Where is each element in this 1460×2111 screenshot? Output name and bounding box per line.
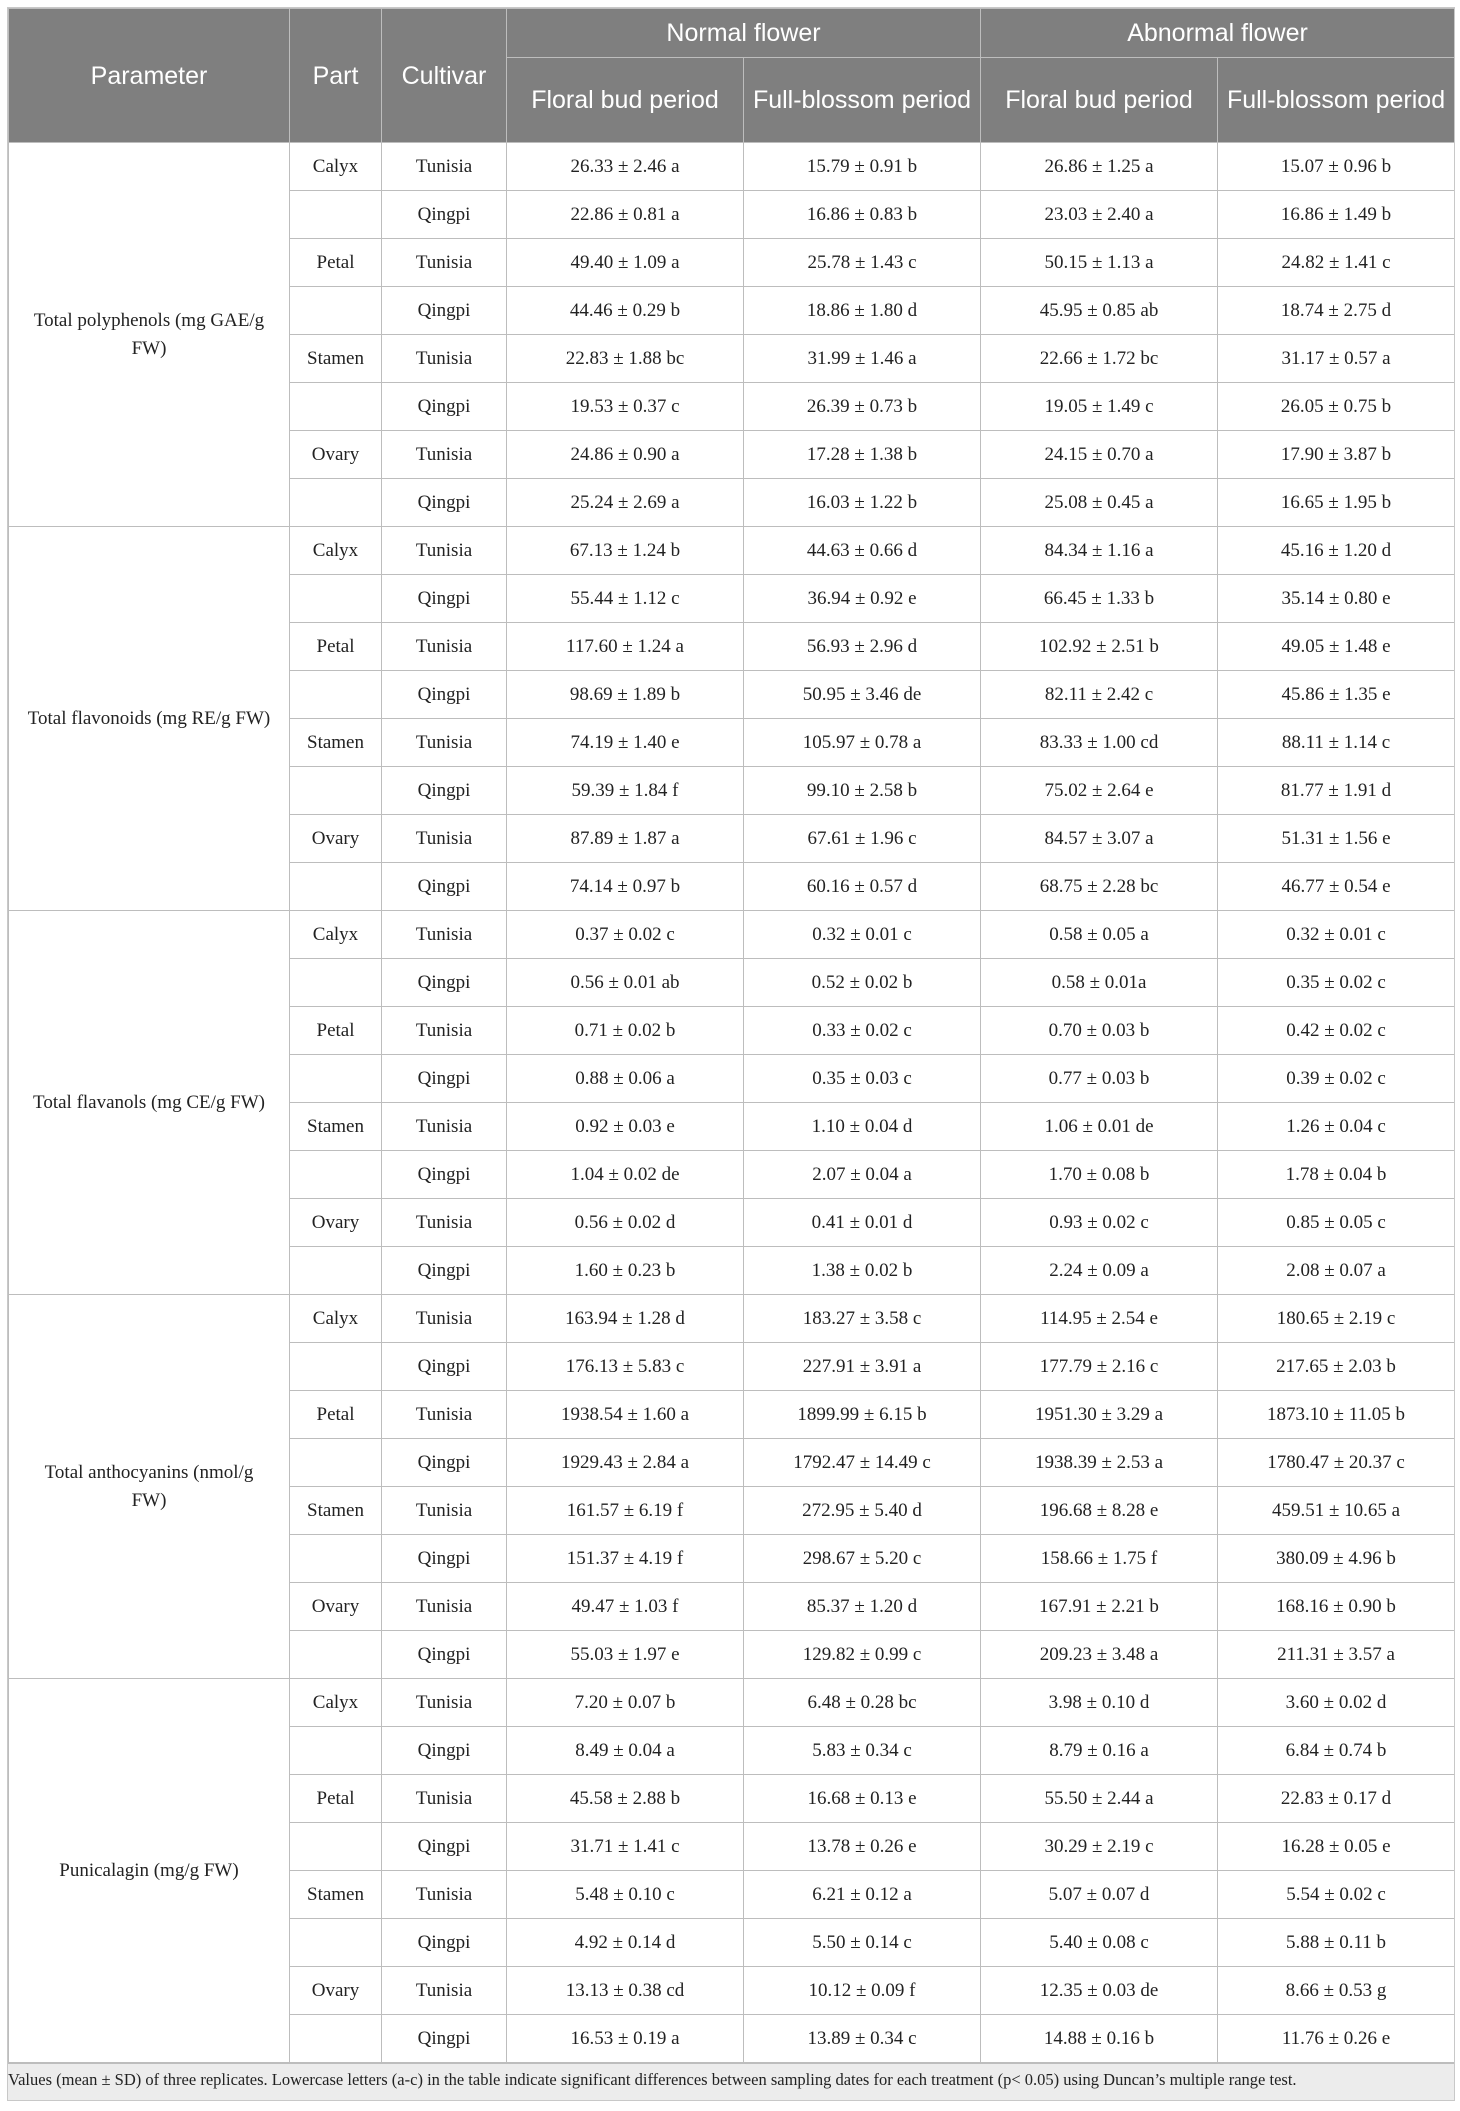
cultivar-cell: Tunisia [382,1679,507,1727]
parameter-cell: Total flavonoids (mg RE/g FW) [9,527,290,911]
value-cell: 82.11 ± 2.42 c [981,671,1218,719]
part-cell: Petal [290,1775,382,1823]
value-cell: 19.53 ± 0.37 c [507,383,744,431]
value-cell: 1929.43 ± 2.84 a [507,1439,744,1487]
header-part: Part [290,9,382,143]
cultivar-cell: Qingpi [382,1439,507,1487]
value-cell: 81.77 ± 1.91 d [1218,767,1455,815]
value-cell: 8.79 ± 0.16 a [981,1727,1218,1775]
value-cell: 1792.47 ± 14.49 c [744,1439,981,1487]
part-cell [290,287,382,335]
value-cell: 55.03 ± 1.97 e [507,1631,744,1679]
value-cell: 0.85 ± 0.05 c [1218,1199,1455,1247]
part-cell [290,1919,382,1967]
value-cell: 45.16 ± 1.20 d [1218,527,1455,575]
part-cell [290,671,382,719]
cultivar-cell: Tunisia [382,1775,507,1823]
value-cell: 0.32 ± 0.01 c [1218,911,1455,959]
value-cell: 36.94 ± 0.92 e [744,575,981,623]
value-cell: 45.86 ± 1.35 e [1218,671,1455,719]
part-cell [290,1343,382,1391]
value-cell: 8.49 ± 0.04 a [507,1727,744,1775]
value-cell: 0.70 ± 0.03 b [981,1007,1218,1055]
value-cell: 129.82 ± 0.99 c [744,1631,981,1679]
cultivar-cell: Qingpi [382,1823,507,1871]
value-cell: 1.78 ± 0.04 b [1218,1151,1455,1199]
part-cell: Petal [290,623,382,671]
value-cell: 45.95 ± 0.85 ab [981,287,1218,335]
value-cell: 99.10 ± 2.58 b [744,767,981,815]
value-cell: 16.65 ± 1.95 b [1218,479,1455,527]
value-cell: 161.57 ± 6.19 f [507,1487,744,1535]
cultivar-cell: Tunisia [382,1295,507,1343]
value-cell: 22.86 ± 0.81 a [507,191,744,239]
value-cell: 5.48 ± 0.10 c [507,1871,744,1919]
cultivar-cell: Qingpi [382,287,507,335]
cultivar-cell: Tunisia [382,239,507,287]
data-table [8,8,1455,2063]
value-cell: 83.33 ± 1.00 cd [981,719,1218,767]
value-cell: 1938.39 ± 2.53 a [981,1439,1218,1487]
value-cell: 0.35 ± 0.03 c [744,1055,981,1103]
value-cell: 163.94 ± 1.28 d [507,1295,744,1343]
value-cell: 0.58 ± 0.05 a [981,911,1218,959]
cultivar-cell: Tunisia [382,1583,507,1631]
value-cell: 0.56 ± 0.02 d [507,1199,744,1247]
value-cell: 180.65 ± 2.19 c [1218,1295,1455,1343]
value-cell: 0.71 ± 0.02 b [507,1007,744,1055]
cultivar-cell: Tunisia [382,623,507,671]
part-cell: Petal [290,1007,382,1055]
value-cell: 67.61 ± 1.96 c [744,815,981,863]
cultivar-cell: Qingpi [382,479,507,527]
value-cell: 168.16 ± 0.90 b [1218,1583,1455,1631]
value-cell: 44.63 ± 0.66 d [744,527,981,575]
table-row [9,527,1455,575]
part-cell [290,1823,382,1871]
value-cell: 22.83 ± 0.17 d [1218,1775,1455,1823]
value-cell: 4.92 ± 0.14 d [507,1919,744,1967]
value-cell: 117.60 ± 1.24 a [507,623,744,671]
cultivar-cell: Qingpi [382,1343,507,1391]
value-cell: 17.28 ± 1.38 b [744,431,981,479]
part-cell [290,863,382,911]
value-cell: 1.26 ± 0.04 c [1218,1103,1455,1151]
header-abnormal-floral-bud: Floral bud period [981,58,1218,143]
header-parameter: Parameter [9,9,290,143]
value-cell: 6.84 ± 0.74 b [1218,1727,1455,1775]
parameter-cell: Total polyphenols (mg GAE/g FW) [9,143,290,527]
cultivar-cell: Tunisia [382,719,507,767]
table-row [9,143,1455,191]
value-cell: 1938.54 ± 1.60 a [507,1391,744,1439]
part-cell: Stamen [290,719,382,767]
cultivar-cell: Qingpi [382,1919,507,1967]
part-cell [290,191,382,239]
value-cell: 3.98 ± 0.10 d [981,1679,1218,1727]
value-cell: 13.13 ± 0.38 cd [507,1967,744,2015]
value-cell: 66.45 ± 1.33 b [981,575,1218,623]
part-cell: Stamen [290,1487,382,1535]
cultivar-cell: Qingpi [382,191,507,239]
value-cell: 6.21 ± 0.12 a [744,1871,981,1919]
part-cell: Calyx [290,911,382,959]
value-cell: 84.57 ± 3.07 a [981,815,1218,863]
value-cell: 1.06 ± 0.01 de [981,1103,1218,1151]
value-cell: 0.35 ± 0.02 c [1218,959,1455,1007]
value-cell: 25.08 ± 0.45 a [981,479,1218,527]
cultivar-cell: Qingpi [382,767,507,815]
value-cell: 158.66 ± 1.75 f [981,1535,1218,1583]
value-cell: 15.79 ± 0.91 b [744,143,981,191]
value-cell: 5.50 ± 0.14 c [744,1919,981,1967]
value-cell: 2.24 ± 0.09 a [981,1247,1218,1295]
value-cell: 0.93 ± 0.02 c [981,1199,1218,1247]
value-cell: 183.27 ± 3.58 c [744,1295,981,1343]
value-cell: 24.86 ± 0.90 a [507,431,744,479]
value-cell: 0.42 ± 0.02 c [1218,1007,1455,1055]
cultivar-cell: Tunisia [382,527,507,575]
value-cell: 209.23 ± 3.48 a [981,1631,1218,1679]
value-cell: 10.12 ± 0.09 f [744,1967,981,2015]
part-cell: Ovary [290,1199,382,1247]
value-cell: 26.05 ± 0.75 b [1218,383,1455,431]
value-cell: 5.83 ± 0.34 c [744,1727,981,1775]
value-cell: 1899.99 ± 6.15 b [744,1391,981,1439]
value-cell: 5.88 ± 0.11 b [1218,1919,1455,1967]
part-cell: Ovary [290,815,382,863]
value-cell: 0.77 ± 0.03 b [981,1055,1218,1103]
part-cell: Ovary [290,431,382,479]
value-cell: 5.07 ± 0.07 d [981,1871,1218,1919]
value-cell: 24.15 ± 0.70 a [981,431,1218,479]
value-cell: 46.77 ± 0.54 e [1218,863,1455,911]
part-cell: Petal [290,1391,382,1439]
value-cell: 22.83 ± 1.88 bc [507,335,744,383]
value-cell: 5.40 ± 0.08 c [981,1919,1218,1967]
table-header [9,9,1455,143]
value-cell: 1.70 ± 0.08 b [981,1151,1218,1199]
value-cell: 151.37 ± 4.19 f [507,1535,744,1583]
value-cell: 16.86 ± 1.49 b [1218,191,1455,239]
value-cell: 114.95 ± 2.54 e [981,1295,1218,1343]
cultivar-cell: Qingpi [382,1055,507,1103]
value-cell: 18.86 ± 1.80 d [744,287,981,335]
value-cell: 1780.47 ± 20.37 c [1218,1439,1455,1487]
part-cell [290,479,382,527]
value-cell: 74.14 ± 0.97 b [507,863,744,911]
part-cell [290,959,382,1007]
part-cell [290,575,382,623]
value-cell: 7.20 ± 0.07 b [507,1679,744,1727]
value-cell: 0.32 ± 0.01 c [744,911,981,959]
part-cell [290,767,382,815]
value-cell: 0.58 ± 0.01a [981,959,1218,1007]
value-cell: 459.51 ± 10.65 a [1218,1487,1455,1535]
value-cell: 31.17 ± 0.57 a [1218,335,1455,383]
value-cell: 14.88 ± 0.16 b [981,2015,1218,2063]
cultivar-cell: Qingpi [382,959,507,1007]
value-cell: 19.05 ± 1.49 c [981,383,1218,431]
value-cell: 272.95 ± 5.40 d [744,1487,981,1535]
value-cell: 51.31 ± 1.56 e [1218,815,1455,863]
table-row [9,1295,1455,1343]
value-cell: 196.68 ± 8.28 e [981,1487,1218,1535]
value-cell: 31.71 ± 1.41 c [507,1823,744,1871]
value-cell: 2.07 ± 0.04 a [744,1151,981,1199]
value-cell: 0.33 ± 0.02 c [744,1007,981,1055]
value-cell: 56.93 ± 2.96 d [744,623,981,671]
cultivar-cell: Tunisia [382,1103,507,1151]
cultivar-cell: Qingpi [382,1151,507,1199]
table-body [9,143,1455,2063]
value-cell: 0.41 ± 0.01 d [744,1199,981,1247]
value-cell: 26.86 ± 1.25 a [981,143,1218,191]
value-cell: 11.76 ± 0.26 e [1218,2015,1455,2063]
part-cell [290,383,382,431]
value-cell: 45.58 ± 2.88 b [507,1775,744,1823]
header-normal-floral-bud: Floral bud period [507,58,744,143]
cultivar-cell: Tunisia [382,1871,507,1919]
value-cell: 44.46 ± 0.29 b [507,287,744,335]
cultivar-cell: Qingpi [382,1247,507,1295]
header-normal-full-blossom: Full-blossom period [744,58,981,143]
part-cell: Calyx [290,1295,382,1343]
value-cell: 98.69 ± 1.89 b [507,671,744,719]
value-cell: 0.92 ± 0.03 e [507,1103,744,1151]
part-cell: Stamen [290,1871,382,1919]
part-cell [290,1247,382,1295]
value-cell: 13.78 ± 0.26 e [744,1823,981,1871]
cultivar-cell: Qingpi [382,863,507,911]
part-cell [290,1631,382,1679]
part-cell: Ovary [290,1583,382,1631]
value-cell: 1.10 ± 0.04 d [744,1103,981,1151]
value-cell: 59.39 ± 1.84 f [507,767,744,815]
cultivar-cell: Tunisia [382,1391,507,1439]
cultivar-cell: Tunisia [382,1487,507,1535]
value-cell: 0.52 ± 0.02 b [744,959,981,1007]
value-cell: 55.44 ± 1.12 c [507,575,744,623]
value-cell: 30.29 ± 2.19 c [981,1823,1218,1871]
value-cell: 16.86 ± 0.83 b [744,191,981,239]
cultivar-cell: Tunisia [382,815,507,863]
value-cell: 16.53 ± 0.19 a [507,2015,744,2063]
cultivar-cell: Tunisia [382,1199,507,1247]
value-cell: 2.08 ± 0.07 a [1218,1247,1455,1295]
value-cell: 26.39 ± 0.73 b [744,383,981,431]
parameter-cell: Total anthocyanins (nmol/g FW) [9,1295,290,1679]
value-cell: 15.07 ± 0.96 b [1218,143,1455,191]
part-cell: Calyx [290,1679,382,1727]
cultivar-cell: Tunisia [382,1007,507,1055]
part-cell: Calyx [290,143,382,191]
header-cultivar: Cultivar [382,9,507,143]
value-cell: 8.66 ± 0.53 g [1218,1967,1455,2015]
value-cell: 16.68 ± 0.13 e [744,1775,981,1823]
value-cell: 75.02 ± 2.64 e [981,767,1218,815]
value-cell: 167.91 ± 2.21 b [981,1583,1218,1631]
table-container [8,8,1454,2100]
value-cell: 25.24 ± 2.69 a [507,479,744,527]
value-cell: 211.31 ± 3.57 a [1218,1631,1455,1679]
value-cell: 84.34 ± 1.16 a [981,527,1218,575]
cultivar-cell: Qingpi [382,383,507,431]
value-cell: 5.54 ± 0.02 c [1218,1871,1455,1919]
cultivar-cell: Tunisia [382,335,507,383]
value-cell: 49.40 ± 1.09 a [507,239,744,287]
value-cell: 298.67 ± 5.20 c [744,1535,981,1583]
value-cell: 177.79 ± 2.16 c [981,1343,1218,1391]
part-cell [290,1055,382,1103]
value-cell: 0.37 ± 0.02 c [507,911,744,959]
cultivar-cell: Tunisia [382,143,507,191]
value-cell: 24.82 ± 1.41 c [1218,239,1455,287]
value-cell: 17.90 ± 3.87 b [1218,431,1455,479]
table-row [9,1679,1455,1727]
part-cell [290,1151,382,1199]
value-cell: 68.75 ± 2.28 bc [981,863,1218,911]
part-cell [290,2015,382,2063]
value-cell: 23.03 ± 2.40 a [981,191,1218,239]
part-cell [290,1535,382,1583]
value-cell: 1873.10 ± 11.05 b [1218,1391,1455,1439]
part-cell [290,1727,382,1775]
cultivar-cell: Tunisia [382,1967,507,2015]
cultivar-cell: Qingpi [382,1535,507,1583]
value-cell: 3.60 ± 0.02 d [1218,1679,1455,1727]
value-cell: 176.13 ± 5.83 c [507,1343,744,1391]
table-footnote: Values (mean ± SD) of three replicates. Lowercase letters (a-c) in the table indicate significant differences between sampling dates for each treatment (p< 0.05) using Duncan’s multiple range test. [8,2063,1454,2100]
value-cell: 0.39 ± 0.02 c [1218,1055,1455,1103]
cultivar-cell: Qingpi [382,1727,507,1775]
part-cell: Petal [290,239,382,287]
value-cell: 13.89 ± 0.34 c [744,2015,981,2063]
value-cell: 22.66 ± 1.72 bc [981,335,1218,383]
value-cell: 87.89 ± 1.87 a [507,815,744,863]
part-cell: Stamen [290,1103,382,1151]
value-cell: 50.15 ± 1.13 a [981,239,1218,287]
value-cell: 217.65 ± 2.03 b [1218,1343,1455,1391]
value-cell: 6.48 ± 0.28 bc [744,1679,981,1727]
value-cell: 105.97 ± 0.78 a [744,719,981,767]
cultivar-cell: Qingpi [382,575,507,623]
value-cell: 60.16 ± 0.57 d [744,863,981,911]
value-cell: 35.14 ± 0.80 e [1218,575,1455,623]
value-cell: 85.37 ± 1.20 d [744,1583,981,1631]
value-cell: 0.56 ± 0.01 ab [507,959,744,1007]
value-cell: 74.19 ± 1.40 e [507,719,744,767]
value-cell: 1.04 ± 0.02 de [507,1151,744,1199]
header-normal-flower: Normal flower [507,9,981,58]
part-cell: Stamen [290,335,382,383]
value-cell: 50.95 ± 3.46 de [744,671,981,719]
value-cell: 1.38 ± 0.02 b [744,1247,981,1295]
value-cell: 0.88 ± 0.06 a [507,1055,744,1103]
value-cell: 1951.30 ± 3.29 a [981,1391,1218,1439]
header-abnormal-flower: Abnormal flower [981,9,1455,58]
value-cell: 227.91 ± 3.91 a [744,1343,981,1391]
value-cell: 16.03 ± 1.22 b [744,479,981,527]
table-row [9,911,1455,959]
value-cell: 12.35 ± 0.03 de [981,1967,1218,2015]
value-cell: 380.09 ± 4.96 b [1218,1535,1455,1583]
cultivar-cell: Tunisia [382,911,507,959]
value-cell: 102.92 ± 2.51 b [981,623,1218,671]
value-cell: 67.13 ± 1.24 b [507,527,744,575]
value-cell: 55.50 ± 2.44 a [981,1775,1218,1823]
value-cell: 1.60 ± 0.23 b [507,1247,744,1295]
part-cell: Calyx [290,527,382,575]
cultivar-cell: Tunisia [382,431,507,479]
cultivar-cell: Qingpi [382,2015,507,2063]
header-abnormal-full-blossom: Full-blossom period [1218,58,1455,143]
value-cell: 26.33 ± 2.46 a [507,143,744,191]
value-cell: 88.11 ± 1.14 c [1218,719,1455,767]
value-cell: 25.78 ± 1.43 c [744,239,981,287]
cultivar-cell: Qingpi [382,1631,507,1679]
parameter-cell: Punicalagin (mg/g FW) [9,1679,290,2063]
part-cell [290,1439,382,1487]
parameter-cell: Total flavanols (mg CE/g FW) [9,911,290,1295]
value-cell: 18.74 ± 2.75 d [1218,287,1455,335]
part-cell: Ovary [290,1967,382,2015]
cultivar-cell: Qingpi [382,671,507,719]
value-cell: 49.05 ± 1.48 e [1218,623,1455,671]
value-cell: 31.99 ± 1.46 a [744,335,981,383]
value-cell: 49.47 ± 1.03 f [507,1583,744,1631]
value-cell: 16.28 ± 0.05 e [1218,1823,1455,1871]
